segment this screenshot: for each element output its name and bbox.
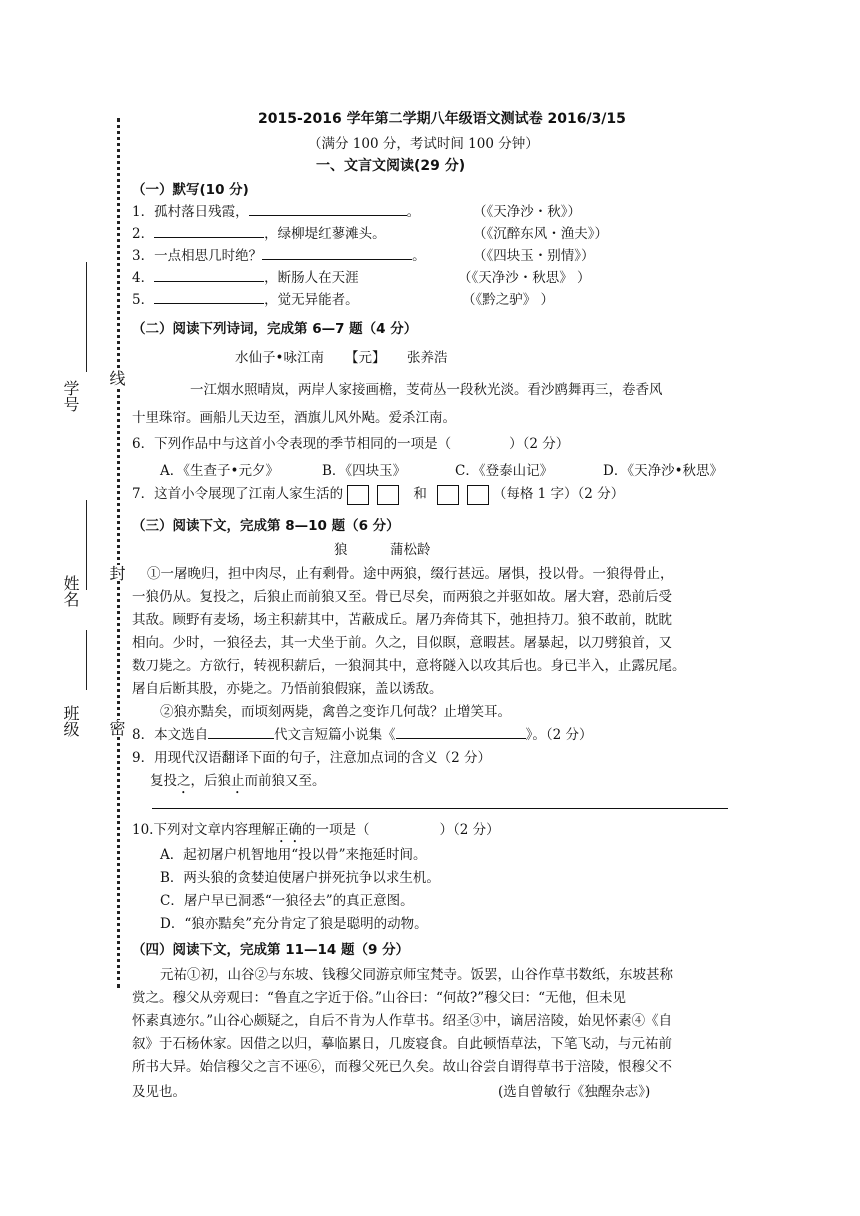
q5-source: （《黔之驴》 ） [462, 292, 555, 308]
q8 [132, 723, 592, 743]
story-line-6: 屠自后断其股，亦毙之。乃悟前狼假寐，盖以诱敌。 [132, 681, 443, 697]
q8-mid: 代文言短篇小说集《 [274, 727, 396, 743]
q7-box-4[interactable] [467, 485, 489, 505]
poem-line-2: 十里珠帘。画船儿天边至，酒旗儿风外飐。爱杀江南。 [132, 410, 456, 426]
passage-line-6: 及见也。 [132, 1084, 186, 1100]
q4-source: （《天净沙・秋思》 ） [458, 270, 591, 286]
q10-option-a: A．起初屠户机智地用“投以骨”来拖延时间。 [160, 847, 427, 863]
passage-line-5: 所书大异。始信穆父之言不诬⑥，而穆父死已久矣。故山谷尝自谓得草书于涪陵，恨穆父不 [132, 1059, 672, 1075]
q4-end: ，断肠人在天涯 [264, 270, 359, 286]
q8-end: 》。（2 分） [525, 727, 593, 743]
q4-blank[interactable] [154, 267, 264, 282]
q9-sentence-part-a: 复投 [150, 773, 177, 789]
q9-sentence [150, 769, 326, 797]
student-id-line [86, 262, 87, 372]
story-line-3: 其敌。顾野有麦场，场主积薪其中，苫蔽成丘。屠乃奔倚其下，弛担持刀。狼不敢前，眈眈 [132, 612, 672, 628]
q3 [132, 244, 426, 264]
q7-text: 7．这首小令展现了江南人家生活的 [132, 486, 344, 502]
q2-blank[interactable] [154, 223, 264, 238]
q7 [132, 482, 624, 505]
passage-line-2: 赏之。穆父从旁观曰：“鲁直之字近于俗。”山谷曰：“何故?”穆父曰：“无他，但未见 [132, 990, 626, 1006]
q5-end: ，觉无异能者。 [264, 292, 359, 308]
exam-subtitle: （满分 100 分，考试时间 100 分钟） [308, 136, 539, 152]
q9-sentence-part-b: ，后狼 [190, 773, 231, 789]
q2-text: 2． [132, 226, 155, 242]
q7-box-3[interactable] [437, 485, 459, 505]
q2-end: ，绿柳堤红蓼滩头。 [264, 226, 386, 242]
part2-heading: （二）阅读下列诗词，完成第 6—7 题（4 分） [132, 321, 418, 337]
story-title: 狼 [334, 542, 348, 558]
q1-text: 1．孤村落日残霞， [132, 204, 249, 220]
q1-end: 。 [406, 204, 421, 220]
section-heading: 一、文言文阅读(29 分) [316, 158, 466, 174]
story-line-4: 相向。少时，一狼径去，其一犬坐于前。久之，目似瞑，意暇甚。屠暴起，以刀劈狼首，又 [132, 635, 672, 651]
q7-and: 和 [413, 486, 427, 502]
passage-line-4: 叙》于石杨休家。因借之以归，摹临累日，几废寝食。自此顿悟草法，下笔飞动，与元祐前 [132, 1036, 672, 1052]
q4 [132, 266, 359, 286]
q1-source: （《天净沙・秋》） [473, 204, 581, 220]
seal-seal-char: 封 [107, 565, 126, 581]
story-author: 蒲松龄 [390, 542, 431, 558]
q9-answer-line[interactable] [152, 808, 728, 809]
q9-dotted-word-1: 之 [177, 773, 191, 789]
part4-heading: （四）阅读下文，完成第 11—14 题（9 分） [132, 942, 410, 958]
seal-secret-char: 密 [107, 720, 126, 736]
q3-blank[interactable] [262, 245, 412, 260]
q8-blank-1[interactable] [208, 724, 274, 739]
poem-dynasty: 【元】 [345, 350, 386, 366]
q6-text: 6．下列作品中与这首小令表现的季节相同的一项是（ [132, 436, 452, 452]
story-line-5: 数刀毙之。方欲行，转视积薪后，一狼洞其中，意将隧入以攻其后也。身已半入，止露尻尾。 [132, 658, 686, 674]
q5-blank[interactable] [154, 289, 264, 304]
q6-option-a: A．《生查子•元夕》 [160, 463, 279, 479]
q10 [132, 818, 500, 846]
class-label: 班级 [61, 705, 80, 737]
q6-end: ）（2 分） [509, 436, 570, 452]
q8-text: 8．本文选自 [132, 727, 209, 743]
name-line [86, 500, 87, 590]
q5 [132, 288, 359, 308]
passage-line-3: 怀素真迹尔。”山谷心颇疑之，自后不肯为人作草书。绍圣③中，谪居涪陵，始见怀素④《自 [132, 1013, 673, 1029]
q6-option-c: C．《登泰山记》 [455, 463, 554, 479]
q3-source: （《四块玉・别情》） [473, 248, 595, 264]
binding-dotted-line [117, 118, 120, 988]
passage-line-1: 元祐①初，山谷②与东坡、钱穆父同游京师宝梵寺。饭罢，山谷作草书数纸，东坡甚称 [160, 967, 673, 983]
q7-box-1[interactable] [347, 485, 369, 505]
q9: 9．用现代汉语翻译下面的句子，注意加点词的含义（2 分） [132, 750, 491, 766]
q4-text: 4． [132, 270, 155, 286]
part3-heading: （三）阅读下文，完成第 8—10 题（6 分） [132, 518, 400, 534]
class-line [86, 630, 87, 690]
name-label: 姓名 [61, 575, 80, 607]
passage-source: (选自曾敏行《独醒杂志》) [498, 1084, 651, 1100]
q10-text-b: 的一项是（ [301, 822, 370, 838]
q10-option-c: C．屠户早已洞悉“一狼径去”的真正意图。 [160, 893, 414, 909]
seal-line-char: 线 [107, 370, 126, 386]
part1-heading: （一）默写(10 分) [132, 182, 249, 198]
poem-author: 张养浩 [407, 350, 448, 366]
q5-text: 5． [132, 292, 155, 308]
q7-box-2[interactable] [377, 485, 399, 505]
q6 [132, 432, 569, 452]
q6-option-d: D．《天净沙•秋思》 [603, 463, 724, 479]
q10-text: 10.下列对文章内容理解 [132, 822, 275, 838]
q3-end: 。 [412, 248, 426, 264]
q10-option-b: B．两头狼的贪婪迫使屠户拼死抗争以求生机。 [160, 870, 440, 886]
poem-line-1: 一江烟水照晴岚，两岸人家接画檐，芰荷丛一段秋光淡。看沙鸥舞再三，卷香风 [190, 382, 663, 398]
story-line-2: 一狼仍从。复投之，后狼止而前狼又至。骨已尽矣，而两狼之并驱如故。屠大窘，恐前后受 [132, 589, 672, 605]
q1-blank[interactable] [249, 201, 407, 216]
q7-end: （每格 1 字）（2 分） [492, 486, 625, 502]
q6-option-b: B．《四块玉》 [322, 463, 407, 479]
student-id-label: 学号 [61, 380, 80, 412]
q8-blank-2[interactable] [396, 724, 526, 739]
q3-text: 3．一点相思几时绝？ [132, 248, 263, 264]
story-line-1: ①一屠晚归，担中肉尽，止有剩骨。途中两狼，缀行甚远。屠惧，投以骨。一狼得骨止， [147, 566, 674, 582]
q10-option-d: D．“狼亦黠矣”充分肯定了狼是聪明的动物。 [160, 916, 428, 932]
q10-dotted-word: 正确 [274, 822, 302, 838]
q9-sentence-part-c: 而前狼又至。 [244, 773, 326, 789]
q2-source: （《沉醉东风・渔夫》） [473, 226, 608, 242]
q10-end: ）（2 分） [439, 822, 500, 838]
exam-title: 2015-2016 学年第二学期八年级语文测试卷 2016/3/15 [258, 111, 626, 127]
q9-dotted-word-2: 止 [231, 773, 245, 789]
q2 [132, 222, 386, 242]
q1 [132, 200, 420, 220]
story-para-2: ②狼亦黠矣，而顷刻两毙，禽兽之变诈几何哉？止增笑耳。 [160, 704, 511, 720]
poem-title: 水仙子•咏江南 [235, 350, 324, 366]
